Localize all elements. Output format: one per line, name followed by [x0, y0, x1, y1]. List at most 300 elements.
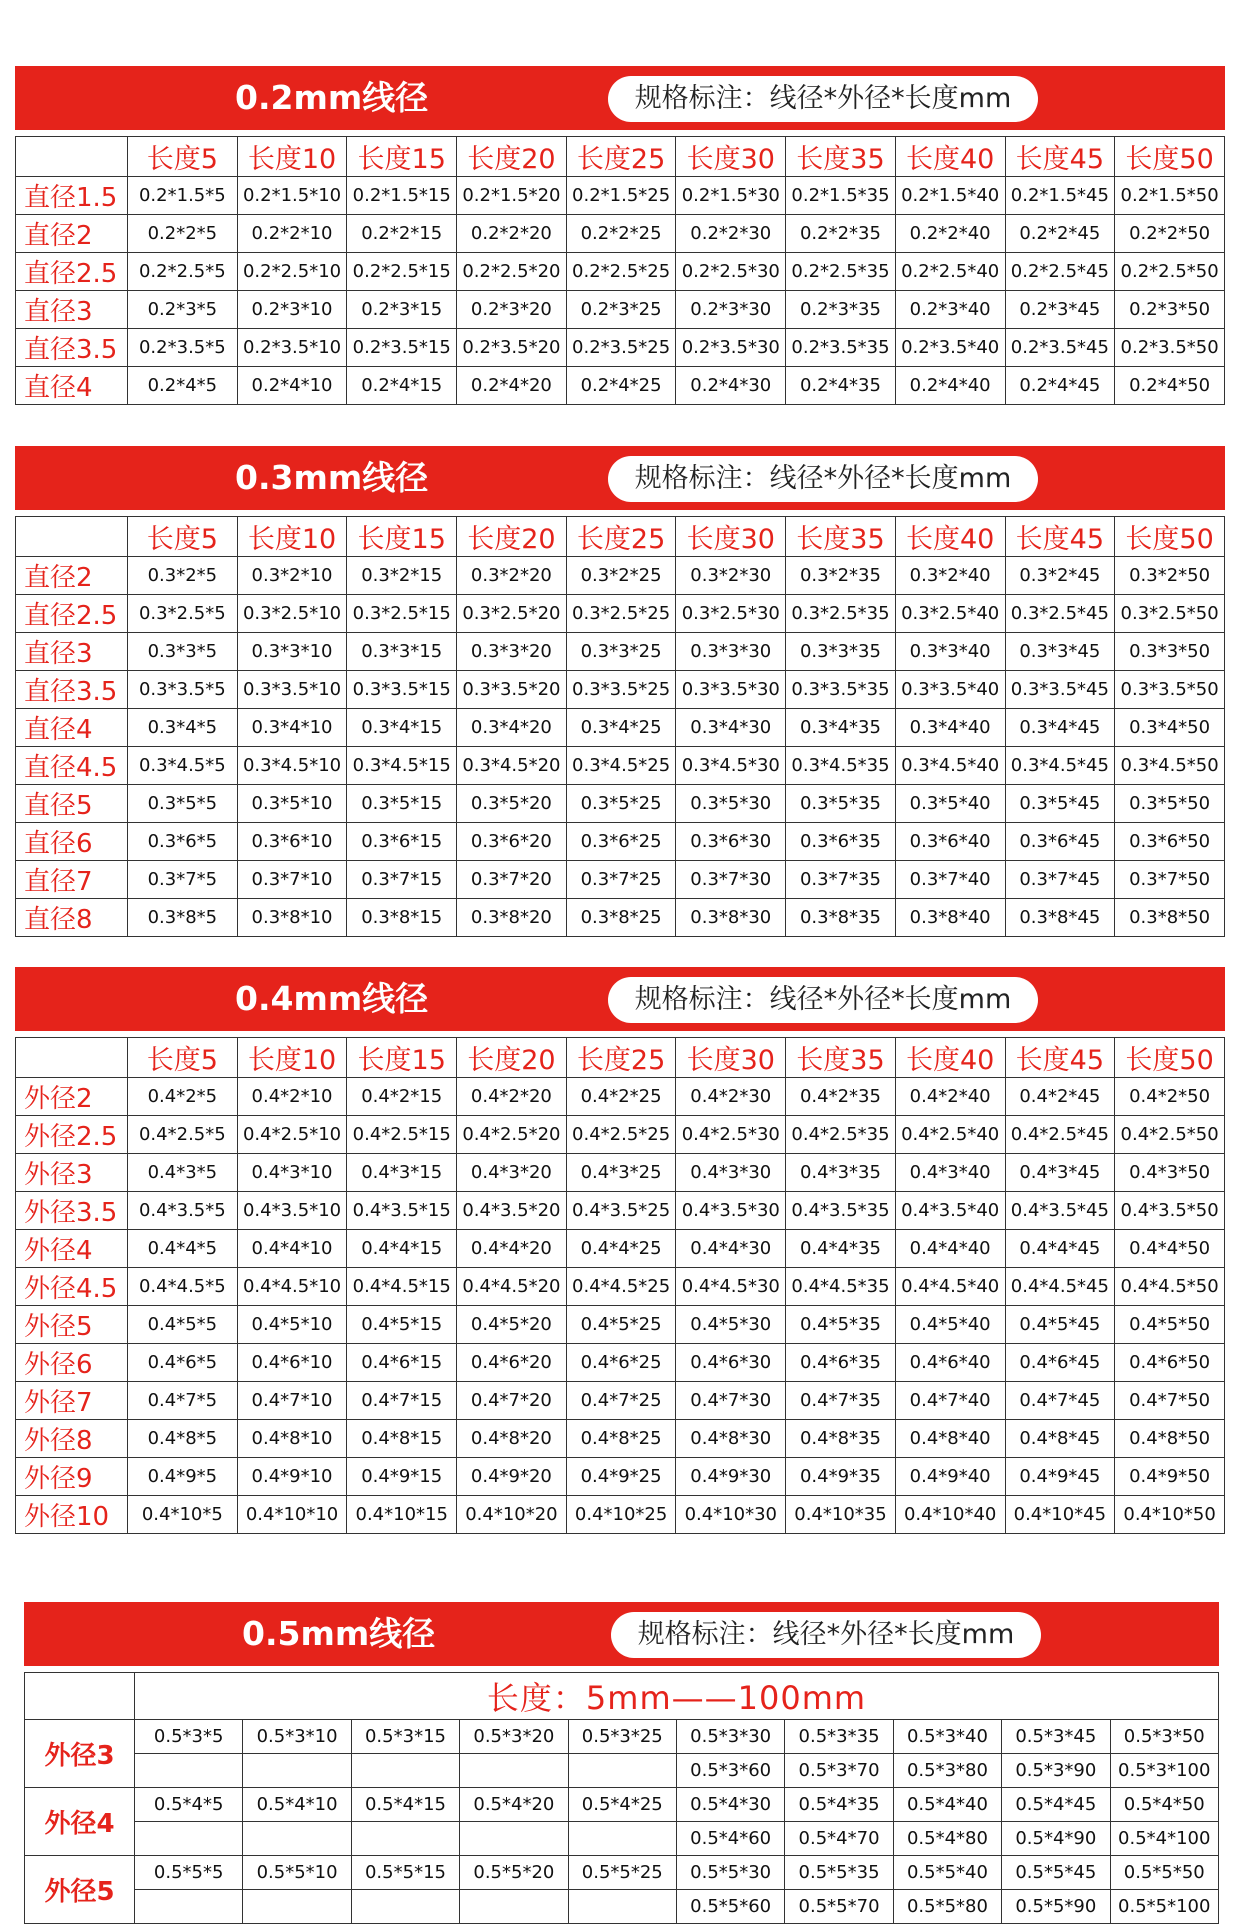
spec-cell: 0.3*2.5*10: [237, 595, 347, 633]
spec-cell: 0.3*7*30: [676, 861, 786, 899]
spec-cell: 0.3*2*15: [347, 557, 457, 595]
spec-cell: 0.3*4*5: [128, 709, 238, 747]
spec-cell: 0.4*5*30: [676, 1306, 786, 1344]
spec-cell: 0.2*1.5*25: [566, 177, 676, 215]
spec-cell: 0.4*4*20: [457, 1230, 567, 1268]
spec-cell: 0.3*4*50: [1115, 709, 1225, 747]
spec-cell: 0.4*4*45: [1005, 1230, 1115, 1268]
row-header: 外径3: [25, 1720, 135, 1788]
spec-cell: 0.3*7*25: [566, 861, 676, 899]
table-row: [25, 1720, 1219, 1754]
spec-cell: 0.4*9*40: [895, 1458, 1005, 1496]
spec-cell: 0.2*3.5*50: [1115, 329, 1225, 367]
spec-cell: 0.3*6*30: [676, 823, 786, 861]
spec-cell: 0.3*2*35: [786, 557, 896, 595]
table-row: [25, 1822, 1219, 1856]
column-header: 长度25: [566, 1038, 676, 1078]
column-header: 长度15: [347, 137, 457, 177]
spec-cell: 0.3*6*40: [895, 823, 1005, 861]
spec-cell: 0.3*3*45: [1005, 633, 1115, 671]
section-title: 0.2mm线径: [235, 78, 429, 117]
spec-cell: 0.2*1.5*15: [347, 177, 457, 215]
spec-cell: 0.4*10*35: [786, 1496, 896, 1534]
spec-cell: 0.3*3*20: [457, 633, 567, 671]
spec-cell: 0.3*5*30: [676, 785, 786, 823]
row-header: 外径6: [16, 1344, 128, 1382]
spec-cell: 0.3*2*5: [128, 557, 238, 595]
spec-cell: 0.4*2.5*50: [1115, 1116, 1225, 1154]
spec-cell: 0.3*7*20: [457, 861, 567, 899]
spec-cell: 0.2*2.5*5: [128, 253, 238, 291]
spec-cell: 0.4*10*5: [128, 1496, 238, 1534]
column-header: 长度40: [895, 1038, 1005, 1078]
column-header: 长度35: [786, 1038, 896, 1078]
spec-cell: 0.4*4*35: [786, 1230, 896, 1268]
spec-cell: 0.2*2*50: [1115, 215, 1225, 253]
table-row: [16, 1306, 1225, 1344]
row-header: 直径4: [16, 367, 128, 405]
table-row: [25, 1788, 1219, 1822]
spec-cell: 0.4*3.5*40: [895, 1192, 1005, 1230]
row-header: 直径2.5: [16, 595, 128, 633]
spec-cell: 0.5*5*80: [893, 1890, 1001, 1924]
spec-cell: 0.2*3*25: [566, 291, 676, 329]
spec-cell: 0.2*1.5*10: [237, 177, 347, 215]
spec-cell: 0.4*8*25: [566, 1420, 676, 1458]
spec-cell: 0.4*4*40: [895, 1230, 1005, 1268]
spec-cell: 0.4*2*40: [895, 1078, 1005, 1116]
spec-cell: 0.3*4.5*35: [786, 747, 896, 785]
row-header: 外径4: [16, 1230, 128, 1268]
spec-cell: 0.4*5*45: [1005, 1306, 1115, 1344]
spec-cell: 0.4*5*10: [237, 1306, 347, 1344]
corner-cell: [16, 1038, 128, 1078]
spec-cell: 0.4*10*30: [676, 1496, 786, 1534]
spec-cell: [135, 1890, 243, 1924]
spec-cell: 0.4*9*5: [128, 1458, 238, 1496]
spec-cell: 0.4*2.5*10: [237, 1116, 347, 1154]
column-header: 长度20: [457, 1038, 567, 1078]
spec-cell: 0.3*8*20: [457, 899, 567, 937]
spec-cell: 0.5*3*100: [1110, 1754, 1218, 1788]
spec-cell: 0.4*2.5*35: [786, 1116, 896, 1154]
spec-cell: [135, 1754, 243, 1788]
spec-cell: 0.5*3*20: [460, 1720, 568, 1754]
spec-cell: 0.2*1.5*35: [786, 177, 896, 215]
header-row: [16, 517, 1225, 557]
spec-cell: 0.3*3*10: [237, 633, 347, 671]
spec-cell: 0.4*3*45: [1005, 1154, 1115, 1192]
column-header: 长度10: [237, 517, 347, 557]
spec-cell: 0.3*4*15: [347, 709, 457, 747]
spec-cell: 0.4*7*50: [1115, 1382, 1225, 1420]
spec-cell: 0.4*2*15: [347, 1078, 457, 1116]
spec-cell: 0.4*3.5*10: [237, 1192, 347, 1230]
row-header: 直径2: [16, 557, 128, 595]
spec-cell: 0.3*4.5*15: [347, 747, 457, 785]
spec-cell: 0.4*7*10: [237, 1382, 347, 1420]
spec-cell: 0.3*4*20: [457, 709, 567, 747]
spec-cell: 0.5*4*70: [785, 1822, 893, 1856]
spec-cell: 0.4*6*35: [786, 1344, 896, 1382]
spec-cell: 0.3*8*25: [566, 899, 676, 937]
spec-cell: 0.3*2.5*30: [676, 595, 786, 633]
spec-cell: 0.5*3*10: [243, 1720, 351, 1754]
spec-cell: 0.5*3*60: [676, 1754, 784, 1788]
column-header: 长度30: [676, 517, 786, 557]
spec-cell: 0.3*3*40: [895, 633, 1005, 671]
column-header: 长度35: [786, 517, 896, 557]
spec-cell: 0.4*2*50: [1115, 1078, 1225, 1116]
spec-cell: 0.3*3*50: [1115, 633, 1225, 671]
column-header: 长度30: [676, 137, 786, 177]
spec-cell: [243, 1754, 351, 1788]
spec-cell: 0.3*3.5*35: [786, 671, 896, 709]
spec-cell: 0.3*4.5*30: [676, 747, 786, 785]
spec-cell: 0.2*3*35: [786, 291, 896, 329]
spec-cell: 0.4*6*15: [347, 1344, 457, 1382]
spec-cell: 0.3*8*50: [1115, 899, 1225, 937]
spec-cell: 0.2*2*30: [676, 215, 786, 253]
spec-cell: 0.2*2*25: [566, 215, 676, 253]
spec-cell: 0.3*2*50: [1115, 557, 1225, 595]
spec-cell: 0.3*7*35: [786, 861, 896, 899]
column-header: 长度10: [237, 1038, 347, 1078]
spec-cell: 0.3*6*10: [237, 823, 347, 861]
spec-cell: 0.4*3.5*50: [1115, 1192, 1225, 1230]
spec-cell: 0.3*7*5: [128, 861, 238, 899]
spec-cell: 0.4*4.5*30: [676, 1268, 786, 1306]
column-header: 长度40: [895, 137, 1005, 177]
spec-cell: 0.5*4*10: [243, 1788, 351, 1822]
spec-table-grouped: [24, 1672, 1219, 1924]
spec-cell: 0.4*5*50: [1115, 1306, 1225, 1344]
spec-cell: 0.2*1.5*50: [1115, 177, 1225, 215]
spec-cell: 0.3*5*35: [786, 785, 896, 823]
spec-cell: 0.4*8*40: [895, 1420, 1005, 1458]
spec-cell: 0.2*2*10: [237, 215, 347, 253]
spec-cell: 0.4*6*5: [128, 1344, 238, 1382]
spec-cell: 0.3*2*30: [676, 557, 786, 595]
column-header: 长度25: [566, 517, 676, 557]
table-row: [16, 861, 1225, 899]
spec-cell: 0.4*2.5*40: [895, 1116, 1005, 1154]
spec-cell: 0.5*4*100: [1110, 1822, 1218, 1856]
table-row: [16, 1078, 1225, 1116]
spec-cell: 0.2*3.5*25: [566, 329, 676, 367]
table-row: [16, 291, 1225, 329]
spec-cell: 0.4*10*40: [895, 1496, 1005, 1534]
spec-cell: 0.4*8*45: [1005, 1420, 1115, 1458]
spec-cell: 0.2*3.5*10: [237, 329, 347, 367]
spec-cell: 0.3*2.5*35: [786, 595, 896, 633]
spec-cell: 0.2*2.5*45: [1005, 253, 1115, 291]
corner-cell: [16, 137, 128, 177]
spec-cell: 0.2*4*15: [347, 367, 457, 405]
spec-cell: 0.4*6*10: [237, 1344, 347, 1382]
spec-cell: 0.5*5*70: [785, 1890, 893, 1924]
spec-cell: 0.2*3.5*45: [1005, 329, 1115, 367]
spec-cell: 0.4*5*20: [457, 1306, 567, 1344]
spec-cell: 0.4*9*10: [237, 1458, 347, 1496]
spec-cell: 0.2*4*35: [786, 367, 896, 405]
spec-cell: 0.4*2*25: [566, 1078, 676, 1116]
spec-cell: 0.3*6*5: [128, 823, 238, 861]
spec-cell: [351, 1890, 459, 1924]
spec-cell: 0.4*3*35: [786, 1154, 896, 1192]
spec-cell: 0.3*5*20: [457, 785, 567, 823]
spec-cell: 0.3*3.5*30: [676, 671, 786, 709]
table-row: [16, 595, 1225, 633]
spec-cell: 0.3*8*15: [347, 899, 457, 937]
table-row: [16, 633, 1225, 671]
spec-cell: 0.3*4*10: [237, 709, 347, 747]
spec-cell: 0.5*4*15: [351, 1788, 459, 1822]
spec-cell: 0.2*4*25: [566, 367, 676, 405]
spec-cell: 0.3*4.5*25: [566, 747, 676, 785]
column-header: 长度45: [1005, 1038, 1115, 1078]
section-title: 0.4mm线径: [235, 979, 429, 1018]
spec-cell: 0.3*2*40: [895, 557, 1005, 595]
spec-cell: 0.5*4*90: [1002, 1822, 1110, 1856]
spec-cell: 0.3*7*45: [1005, 861, 1115, 899]
spec-cell: 0.4*3.5*30: [676, 1192, 786, 1230]
spec-cell: 0.3*3*25: [566, 633, 676, 671]
spec-table: [15, 136, 1225, 405]
spec-cell: 0.3*6*25: [566, 823, 676, 861]
spec-cell: 0.3*2*45: [1005, 557, 1115, 595]
table-row: [16, 899, 1225, 937]
spec-cell: 0.2*2.5*10: [237, 253, 347, 291]
row-header: 直径2: [16, 215, 128, 253]
spec-cell: 0.2*4*45: [1005, 367, 1115, 405]
row-header: 外径9: [16, 1458, 128, 1496]
column-header: 长度45: [1005, 517, 1115, 557]
spec-cell: 0.5*5*20: [460, 1856, 568, 1890]
spec-table: [15, 516, 1225, 937]
spec-cell: 0.2*1.5*40: [895, 177, 1005, 215]
row-header: 外径10: [16, 1496, 128, 1534]
section-banner: [15, 66, 1225, 130]
spec-cell: 0.4*4.5*40: [895, 1268, 1005, 1306]
table-row: [25, 1856, 1219, 1890]
spec-cell: 0.4*2*20: [457, 1078, 567, 1116]
spec-cell: 0.3*6*35: [786, 823, 896, 861]
spec-cell: 0.3*8*35: [786, 899, 896, 937]
spec-cell: 0.5*5*15: [351, 1856, 459, 1890]
table-row: [16, 1458, 1225, 1496]
spec-cell: 0.5*3*35: [785, 1720, 893, 1754]
spec-cell: 0.3*3.5*25: [566, 671, 676, 709]
spec-cell: 0.5*4*60: [676, 1822, 784, 1856]
table-row: [16, 367, 1225, 405]
section-banner: [15, 446, 1225, 510]
spec-cell: 0.3*2.5*25: [566, 595, 676, 633]
table-row: [16, 1496, 1225, 1534]
section-banner: [15, 967, 1225, 1031]
spec-cell: [460, 1822, 568, 1856]
spec-cell: 0.3*2*25: [566, 557, 676, 595]
row-header: 外径2: [16, 1078, 128, 1116]
spec-cell: 0.3*4*25: [566, 709, 676, 747]
spec-cell: 0.4*10*45: [1005, 1496, 1115, 1534]
spec-cell: 0.3*6*50: [1115, 823, 1225, 861]
spec-cell: 0.4*8*30: [676, 1420, 786, 1458]
row-header: 直径7: [16, 861, 128, 899]
spec-cell: 0.4*5*35: [786, 1306, 896, 1344]
section-title: 0.3mm线径: [235, 458, 429, 497]
spec-cell: 0.5*4*35: [785, 1788, 893, 1822]
spec-cell: 0.4*10*10: [237, 1496, 347, 1534]
row-header: 外径5: [16, 1306, 128, 1344]
table-row: [16, 671, 1225, 709]
row-header: 外径7: [16, 1382, 128, 1420]
spec-cell: 0.2*3.5*20: [457, 329, 567, 367]
spec-cell: 0.4*4.5*10: [237, 1268, 347, 1306]
row-header: 直径3.5: [16, 329, 128, 367]
spec-cell: 0.3*2.5*40: [895, 595, 1005, 633]
spec-cell: 0.4*9*50: [1115, 1458, 1225, 1496]
spec-cell: 0.3*3*5: [128, 633, 238, 671]
spec-cell: 0.5*3*25: [568, 1720, 676, 1754]
row-header: 直径2.5: [16, 253, 128, 291]
table-row: [16, 1268, 1225, 1306]
spec-cell: 0.3*4.5*50: [1115, 747, 1225, 785]
spec-cell: 0.4*4*10: [237, 1230, 347, 1268]
column-header: 长度40: [895, 517, 1005, 557]
spec-cell: [568, 1754, 676, 1788]
spec-cell: 0.3*3.5*45: [1005, 671, 1115, 709]
spec-cell: 0.2*2.5*50: [1115, 253, 1225, 291]
spec-cell: 0.3*5*25: [566, 785, 676, 823]
spec-cell: 0.4*4*5: [128, 1230, 238, 1268]
length-range-header: 长度：5mm——100mm: [135, 1673, 1219, 1720]
spec-cell: 0.5*5*40: [893, 1856, 1001, 1890]
spec-cell: 0.2*3*45: [1005, 291, 1115, 329]
table-row: [16, 785, 1225, 823]
spec-cell: 0.2*2*20: [457, 215, 567, 253]
spec-cell: [460, 1754, 568, 1788]
column-header: 长度45: [1005, 137, 1115, 177]
spec-cell: 0.5*4*25: [568, 1788, 676, 1822]
row-header: 直径4.5: [16, 747, 128, 785]
spec-cell: 0.2*2.5*15: [347, 253, 457, 291]
spec-cell: 0.4*9*25: [566, 1458, 676, 1496]
spec-cell: 0.4*3*40: [895, 1154, 1005, 1192]
column-header: 长度5: [128, 137, 238, 177]
row-header: 外径4.5: [16, 1268, 128, 1306]
spec-cell: 0.4*3.5*35: [786, 1192, 896, 1230]
spec-cell: 0.2*1.5*45: [1005, 177, 1115, 215]
spec-cell: 0.3*8*40: [895, 899, 1005, 937]
table-row: [16, 253, 1225, 291]
spec-cell: 0.4*3.5*5: [128, 1192, 238, 1230]
spec-cell: 0.2*3*20: [457, 291, 567, 329]
header-row: [25, 1673, 1219, 1720]
spec-cell: 0.4*9*30: [676, 1458, 786, 1496]
spec-cell: 0.4*3*10: [237, 1154, 347, 1192]
spec-cell: 0.4*2.5*25: [566, 1116, 676, 1154]
spec-cell: 0.3*2*10: [237, 557, 347, 595]
spec-cell: 0.4*6*40: [895, 1344, 1005, 1382]
spec-cell: 0.5*3*45: [1002, 1720, 1110, 1754]
table-row: [16, 1344, 1225, 1382]
table-row: [16, 1382, 1225, 1420]
spec-cell: 0.4*3*15: [347, 1154, 457, 1192]
column-header: 长度15: [347, 517, 457, 557]
spec-cell: 0.3*8*10: [237, 899, 347, 937]
spec-cell: 0.4*3.5*20: [457, 1192, 567, 1230]
spec-cell: 0.4*6*45: [1005, 1344, 1115, 1382]
spec-cell: 0.4*2*35: [786, 1078, 896, 1116]
spec-cell: 0.4*3*25: [566, 1154, 676, 1192]
spec-cell: 0.2*4*30: [676, 367, 786, 405]
spec-cell: 0.5*5*25: [568, 1856, 676, 1890]
spec-cell: 0.5*4*5: [135, 1788, 243, 1822]
spec-cell: 0.5*4*40: [893, 1788, 1001, 1822]
spec-cell: 0.4*3*20: [457, 1154, 567, 1192]
row-header: 外径2.5: [16, 1116, 128, 1154]
spec-cell: 0.3*3.5*50: [1115, 671, 1225, 709]
spec-cell: 0.3*5*50: [1115, 785, 1225, 823]
spec-cell: 0.4*2*30: [676, 1078, 786, 1116]
table-row: [16, 823, 1225, 861]
spec-cell: 0.4*4.5*15: [347, 1268, 457, 1306]
spec-note-pill: 规格标注：线径*外径*长度mm: [608, 76, 1038, 122]
column-header: 长度50: [1115, 1038, 1225, 1078]
column-header: 长度15: [347, 1038, 457, 1078]
spec-cell: 0.2*3*15: [347, 291, 457, 329]
spec-cell: 0.4*5*5: [128, 1306, 238, 1344]
spec-cell: 0.2*2.5*25: [566, 253, 676, 291]
spec-cell: 0.4*2.5*5: [128, 1116, 238, 1154]
table-row: [16, 709, 1225, 747]
spec-cell: 0.5*3*5: [135, 1720, 243, 1754]
column-header: 长度25: [566, 137, 676, 177]
spec-cell: 0.5*4*30: [676, 1788, 784, 1822]
spec-cell: 0.5*4*20: [460, 1788, 568, 1822]
spec-note-pill: 规格标注：线径*外径*长度mm: [608, 977, 1038, 1023]
spec-cell: 0.3*4*40: [895, 709, 1005, 747]
spec-cell: 0.4*4.5*35: [786, 1268, 896, 1306]
spec-cell: 0.4*7*40: [895, 1382, 1005, 1420]
spec-cell: 0.4*3*50: [1115, 1154, 1225, 1192]
spec-table: [15, 1037, 1225, 1534]
row-header: 外径8: [16, 1420, 128, 1458]
spec-cell: 0.3*8*30: [676, 899, 786, 937]
spec-cell: 0.4*2.5*20: [457, 1116, 567, 1154]
spec-cell: 0.4*4.5*45: [1005, 1268, 1115, 1306]
spec-cell: 0.4*5*40: [895, 1306, 1005, 1344]
spec-cell: 0.4*4.5*20: [457, 1268, 567, 1306]
section-banner: [24, 1602, 1219, 1666]
spec-cell: [568, 1890, 676, 1924]
spec-cell: 0.5*5*90: [1002, 1890, 1110, 1924]
spec-cell: 0.2*4*40: [895, 367, 1005, 405]
spec-cell: 0.3*4*35: [786, 709, 896, 747]
spec-cell: 0.3*3.5*20: [457, 671, 567, 709]
spec-cell: 0.2*4*5: [128, 367, 238, 405]
spec-cell: 0.4*9*15: [347, 1458, 457, 1496]
spec-cell: 0.5*3*50: [1110, 1720, 1218, 1754]
corner-cell: [25, 1673, 135, 1720]
spec-cell: 0.4*6*20: [457, 1344, 567, 1382]
column-header: 长度30: [676, 1038, 786, 1078]
spec-cell: 0.4*3.5*45: [1005, 1192, 1115, 1230]
spec-cell: 0.2*1.5*30: [676, 177, 786, 215]
spec-cell: [351, 1754, 459, 1788]
row-header: 直径3: [16, 633, 128, 671]
